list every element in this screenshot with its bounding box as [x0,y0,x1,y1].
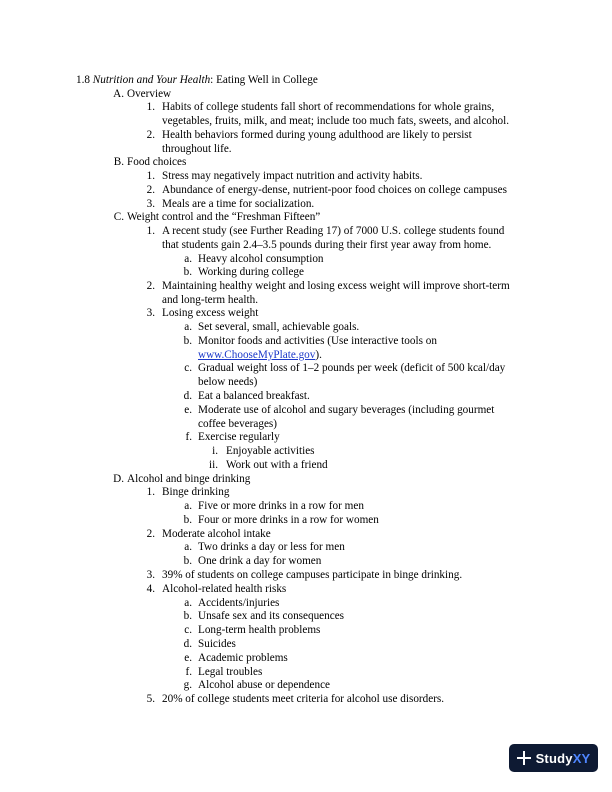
heading-title-italic: Nutrition and Your Health [92,74,211,86]
studyxy-logo-text: StudyXY [535,750,591,766]
document-page: 1.8 Nutrition and Your Health: Eating Well in College A. Overview 1. Habits of college students fall short of recommendations for whole grains, vegetables, fruits, milk, and meat; include too much fats, sweets, and alcohol. 2. Health behaviors formed during young adulthood are likely to persist throughout life. B. Food choices 1. Stress may negatively impact nutrition and activity habits. 2. Abundance of energy-dense, nutrient-poor food choices on college campuses 3. Meals are a time for socialization. C. Weight control and the “Freshman Fifteen” 1. A recent study (see Further Reading 17) of 7000 U.S. college students found that students gain 2.4–3.5 pounds during their first year away from home. a. Heavy alcohol consumption b. Working during college 2. Maintaining healthy weight and losing excess weight will improve short-term and long-term health. 3. Losing excess weight a. Set several, small, achievable goals. b. Monitor foods and activities (Use interactive tools on www.ChooseMyPlate.gov). c. Gradual weight loss of 1–2 pounds per week (deficit of 500 kcal/day below needs) d. Eat a balanced breakfast. e. Moderate use of alcohol and sugary beverages (including gourmet coffee beverages) f. Exercise regularly i. Enjoyable activities ii. Work out with a friend D. Alcohol and binge drinking 1. Binge drinking a. Five or more drinks in a row for men b. Four or more drinks in a row for women 2. Moderate alcohol intake a. Two drinks a day or less for men b. One drink a day for women 3. 39% of students on college campuses participate in binge drinking. 4. Alcohol-related health risks a. Accidents/injuries b. Unsafe sex and its consequences c. Long-term health problems d. Suicides e. Academic problems f. Legal troubles g. Alcohol abuse or dependence 5. 20% of college students meet criteria for alcohol use disorders. StudyXY [0,0,612,792]
outline-heading-c-title: Weight control and the “Freshman Fifteen” [127,211,321,223]
list-item-continuation: below needs) [198,376,258,388]
outline-heading-b-title: Food choices [127,156,187,168]
list-item-continuation: www.ChooseMyPlate.gov). [198,349,322,361]
heading-number: 1.8 [76,74,90,86]
list-item-continuation: that students gain 2.4–3.5 pounds during their first year away from home. [162,239,492,251]
list-item-continuation: and long-term health. [162,294,258,306]
heading-title-rest: : Eating Well in College [210,74,318,86]
plus-icon [517,751,531,765]
list-item-continuation: vegetables, fruits, milk, and meat; include too much fats, sweets, and alcohol. [162,115,510,127]
section-heading [76,74,318,87]
choosemyplate-link[interactable]: www.ChooseMyPlate.gov [198,349,316,361]
outline-heading-d-title: Alcohol and binge drinking [127,473,251,485]
studyxy-badge[interactable] [509,744,598,772]
outline-heading-a-title: Overview [127,88,172,100]
list-item-continuation: coffee beverages) [198,418,277,430]
list-item-continuation: throughout life. [162,143,232,155]
